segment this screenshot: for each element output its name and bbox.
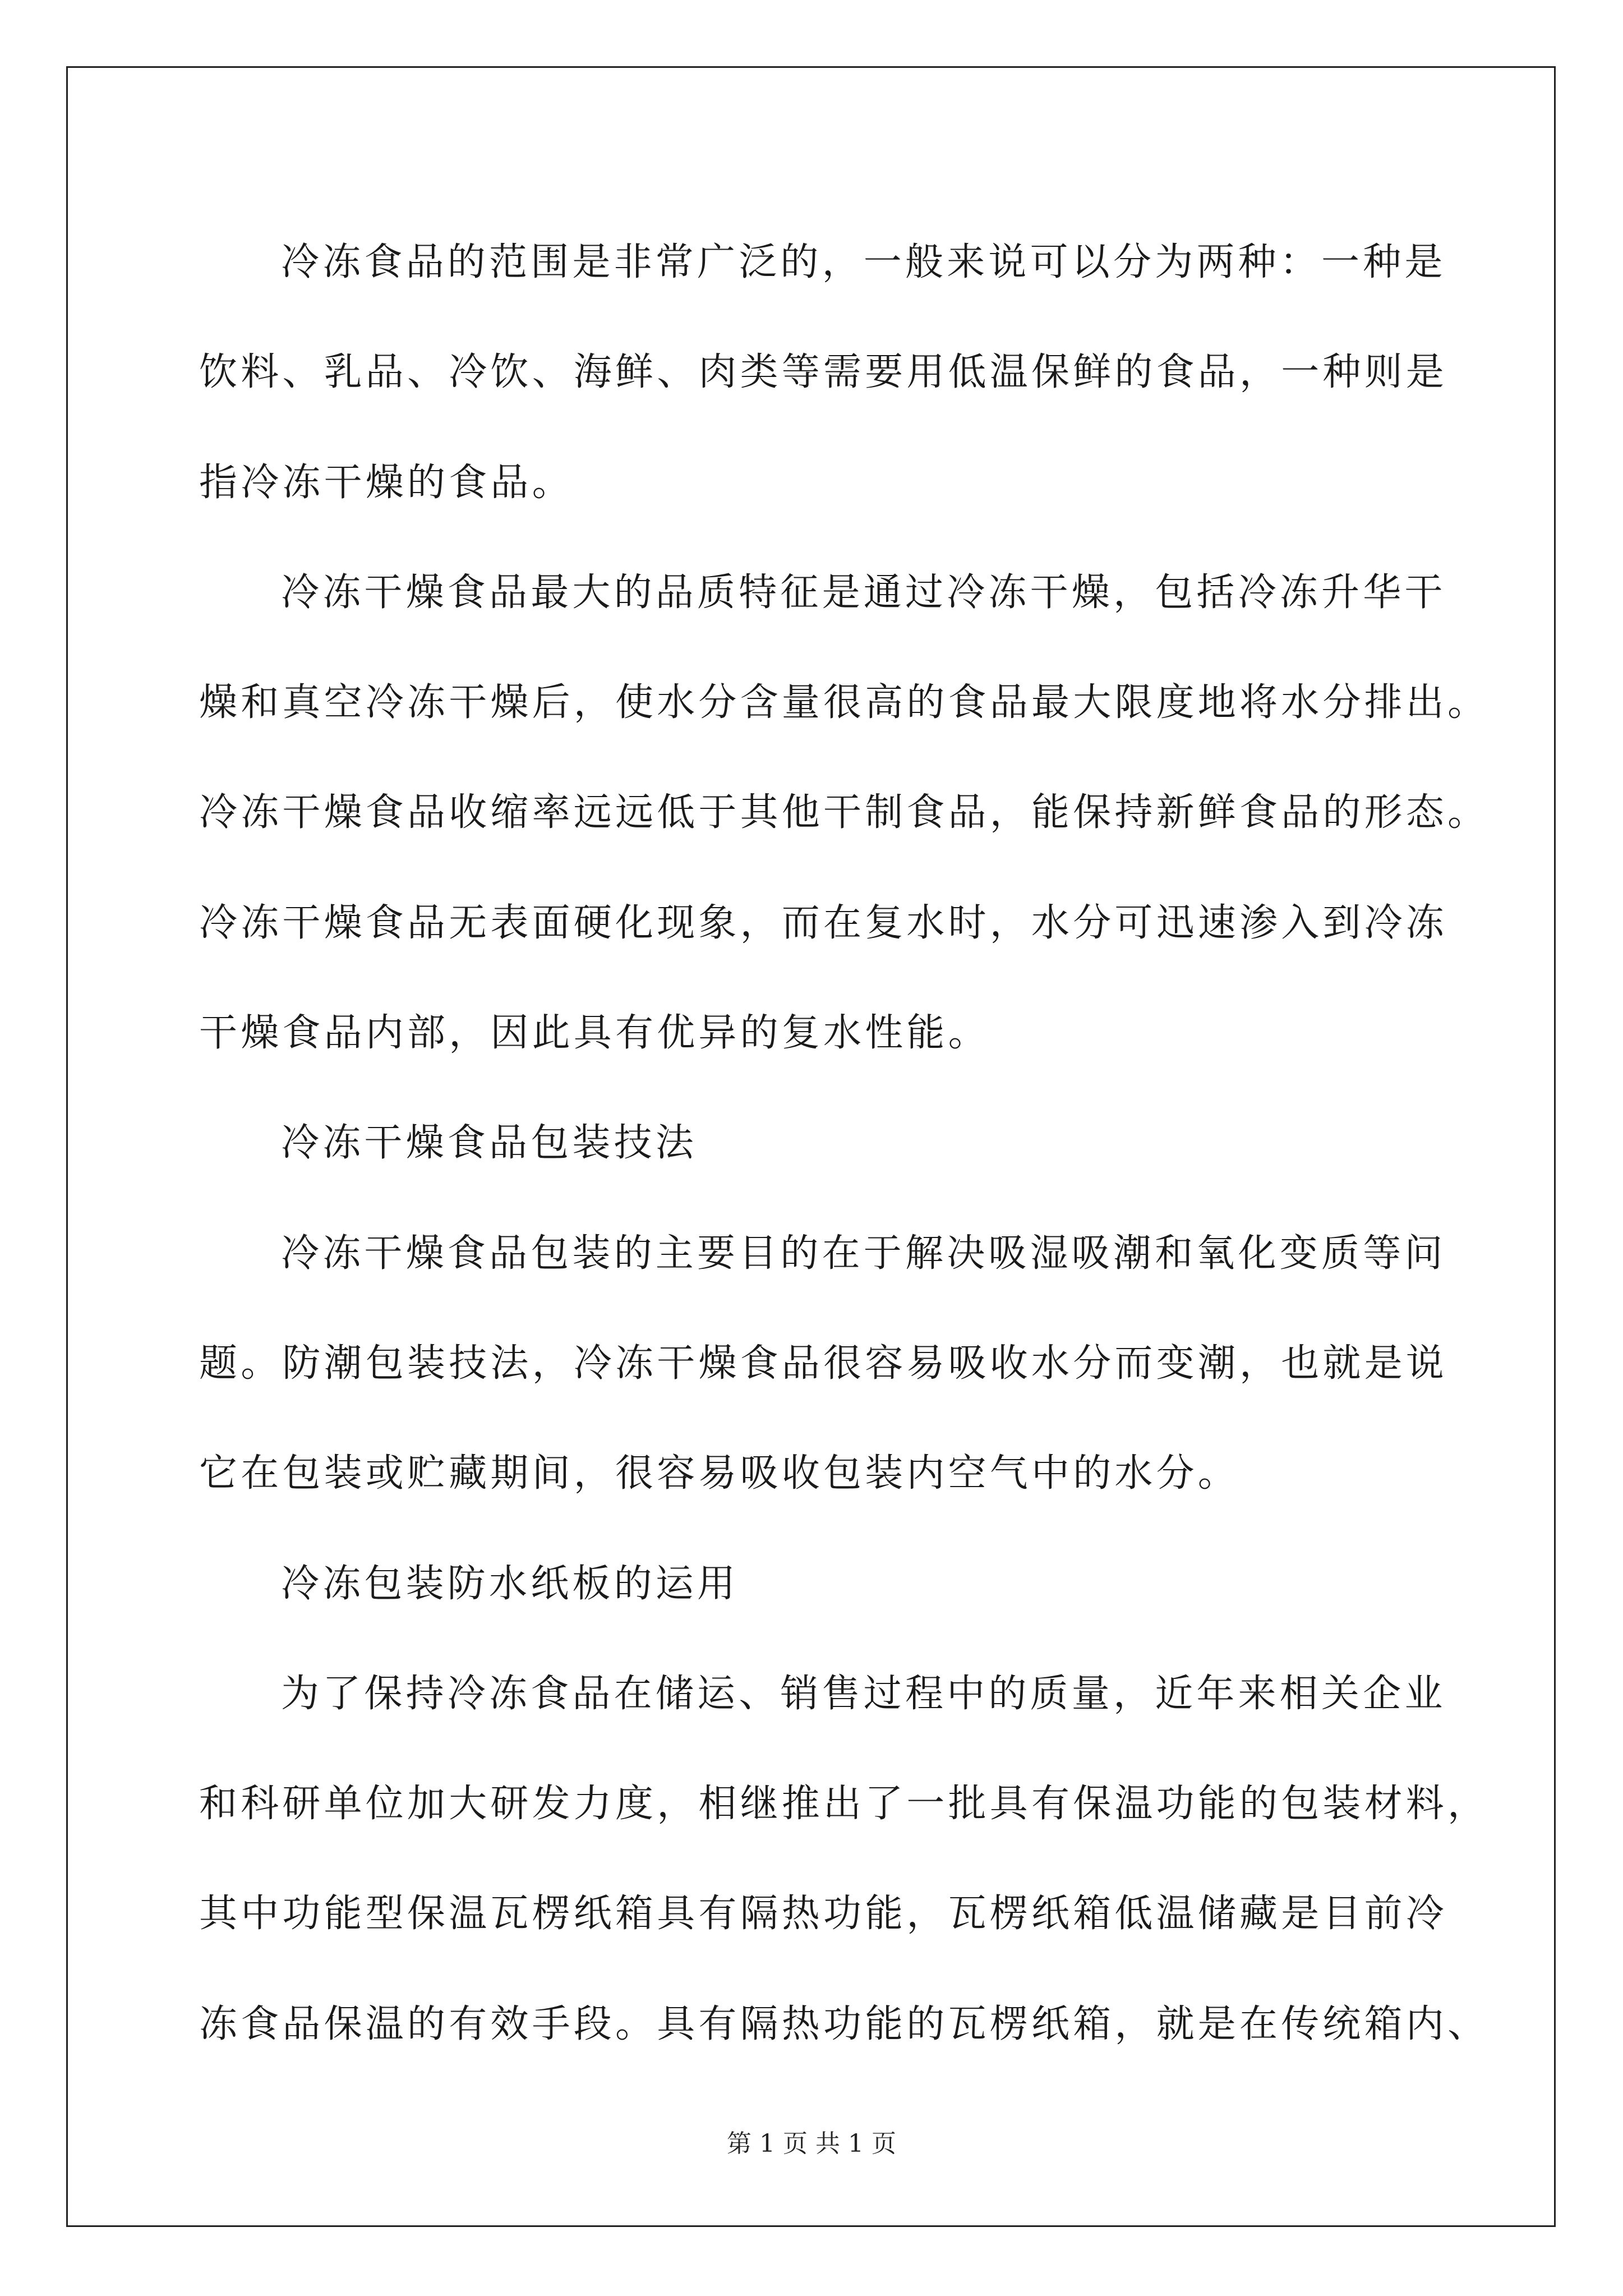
paragraph-3-line-1: 冷冻干燥食品包装的主要目的在于解决吸湿吸潮和氧化变质等问: [281, 1231, 1446, 1276]
paragraph-1-line-1: 冷冻食品的范围是非常广泛的，一般来说可以分为两种：一种是: [281, 240, 1446, 284]
paragraph-4-line-1: 为了保持冷冻食品在储运、销售过程中的质量，近年来相关企业: [281, 1671, 1446, 1716]
paragraph-2-line-5: 干燥食品内部，因此具有优异的复水性能。: [199, 1011, 990, 1056]
section-heading-packaging-technique: 冷冻干燥食品包装技法: [281, 1121, 698, 1166]
page-number-footer: 第 1 页 共 1 页: [727, 2129, 896, 2158]
paragraph-4-line-4: 冻食品保温的有效手段。具有隔热功能的瓦楞纸箱，就是在传统箱内、: [199, 2001, 1490, 2046]
paragraph-1-line-3: 指冷冻干燥的食品。: [199, 460, 574, 505]
paragraph-4-line-2: 和科研单位加大研发力度，相继推出了一批具有保温功能的包装材料，: [199, 1782, 1490, 1826]
paragraph-2-line-1: 冷冻干燥食品最大的品质特征是通过冷冻干燥，包括冷冻升华干: [281, 570, 1446, 615]
paragraph-2-line-4: 冷冻干燥食品无表面硬化现象，而在复水时，水分可迅速渗入到冷冻: [199, 900, 1448, 945]
paragraph-4-line-3: 其中功能型保温瓦楞纸箱具有隔热功能，瓦楞纸箱低温储藏是目前冷: [199, 1892, 1448, 1936]
paragraph-3-line-2: 题。防潮包装技法，冷冻干燥食品很容易吸收水分而变潮，也就是说: [199, 1341, 1448, 1386]
document-body: [199, 208, 1490, 2079]
paragraph-3-line-3: 它在包装或贮藏期间，很容易吸收包装内空气中的水分。: [199, 1451, 1240, 1496]
section-heading-waterproof-board: 冷冻包装防水纸板的运用: [281, 1561, 739, 1606]
paragraph-2-line-3: 冷冻干燥食品收缩率远远低于其他干制食品，能保持新鲜食品的形态。: [199, 790, 1490, 835]
paragraph-1-line-2: 饮料、乳品、冷饮、海鲜、肉类等需要用低温保鲜的食品，一种则是: [199, 350, 1448, 395]
paragraph-2-line-2: 燥和真空冷冻干燥后，使水分含量很高的食品最大限度地将水分排出。: [199, 680, 1490, 725]
